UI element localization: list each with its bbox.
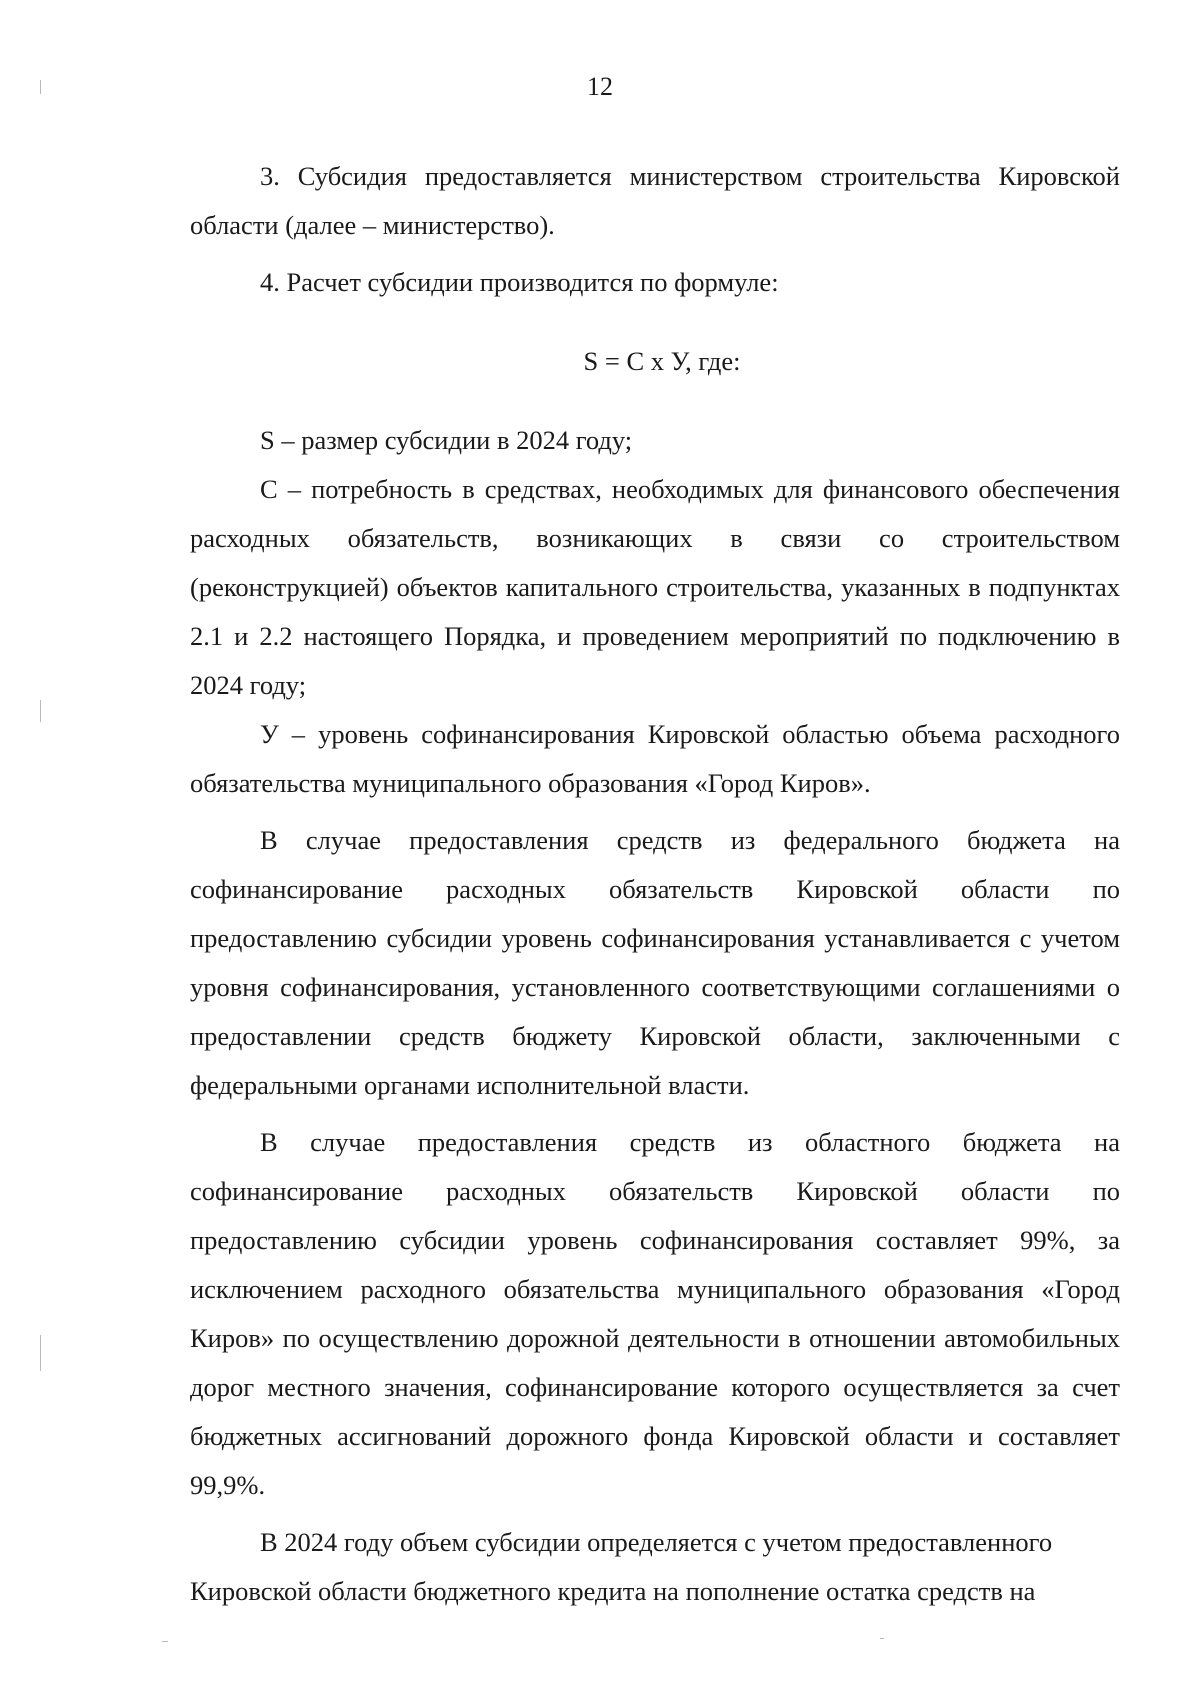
paragraph-4-calculation: 4. Расчет субсидии производится по формуле: bbox=[260, 267, 779, 297]
paragraph-3-subsidy-provider: 3. Субсидия предоставляется министерством строительства Кировской области (далее – министерство). bbox=[190, 161, 1120, 240]
scan-artifact bbox=[40, 700, 41, 722]
definition-u: У – уровень софинансирования Кировской областью объема расходного обязательства муниципального образования «Город Киров». bbox=[190, 719, 1120, 798]
definition-c: С – потребность в средствах, необходимых для финансового обеспечения расходных обязательств, возникающих в связи со строительством (реконструкцией) объектов капитального строительства, указанных в подпунктах 2.1 и 2.2 настоящего Порядка, и проведением мероприятий по подключению в 2024 году; bbox=[190, 474, 1120, 700]
scan-artifact bbox=[40, 80, 41, 94]
document-body bbox=[190, 152, 1120, 1616]
definition-s: S – размер субсидии в 2024 году; bbox=[260, 425, 633, 455]
subsidy-formula: S = С х У, где: bbox=[583, 346, 741, 376]
paragraph-federal-budget: В случае предоставления средств из федерального бюджета на софинансирование расходных обязательств Кировской области по предоставлению субсидии уровень софинансирования устанавливается с учетом уровня софинансирования, установленного соответствующими соглашениями о предоставлении средств бюджету Кировской области, заключенными с федеральными органами исполнительной власти. bbox=[190, 825, 1120, 1100]
paragraph-regional-budget: В случае предоставления средств из областного бюджета на софинансирование расходных обязательств Кировской области по предоставлению субсидии уровень софинансирования составляет 99%, за исключением расходного обязательства муниципального образования «Город Киров» по осуществлению дорожной деятельности в отношении автомобильных дорог местного значения, софинансирование которого осуществляется за счет бюджетных ассигнований дорожного фонда Кировской области и составляет 99,9%. bbox=[190, 1127, 1120, 1500]
page-number: 12 bbox=[587, 72, 613, 101]
scan-artifact bbox=[162, 1641, 168, 1642]
scan-artifact bbox=[880, 1638, 884, 1639]
paragraph-2024-volume: В 2024 году объем субсидии определяется с учетом предоставленного Кировской области бюджетного кредита на пополнение остатка средств на bbox=[190, 1527, 1053, 1606]
scan-artifact bbox=[40, 1335, 41, 1371]
